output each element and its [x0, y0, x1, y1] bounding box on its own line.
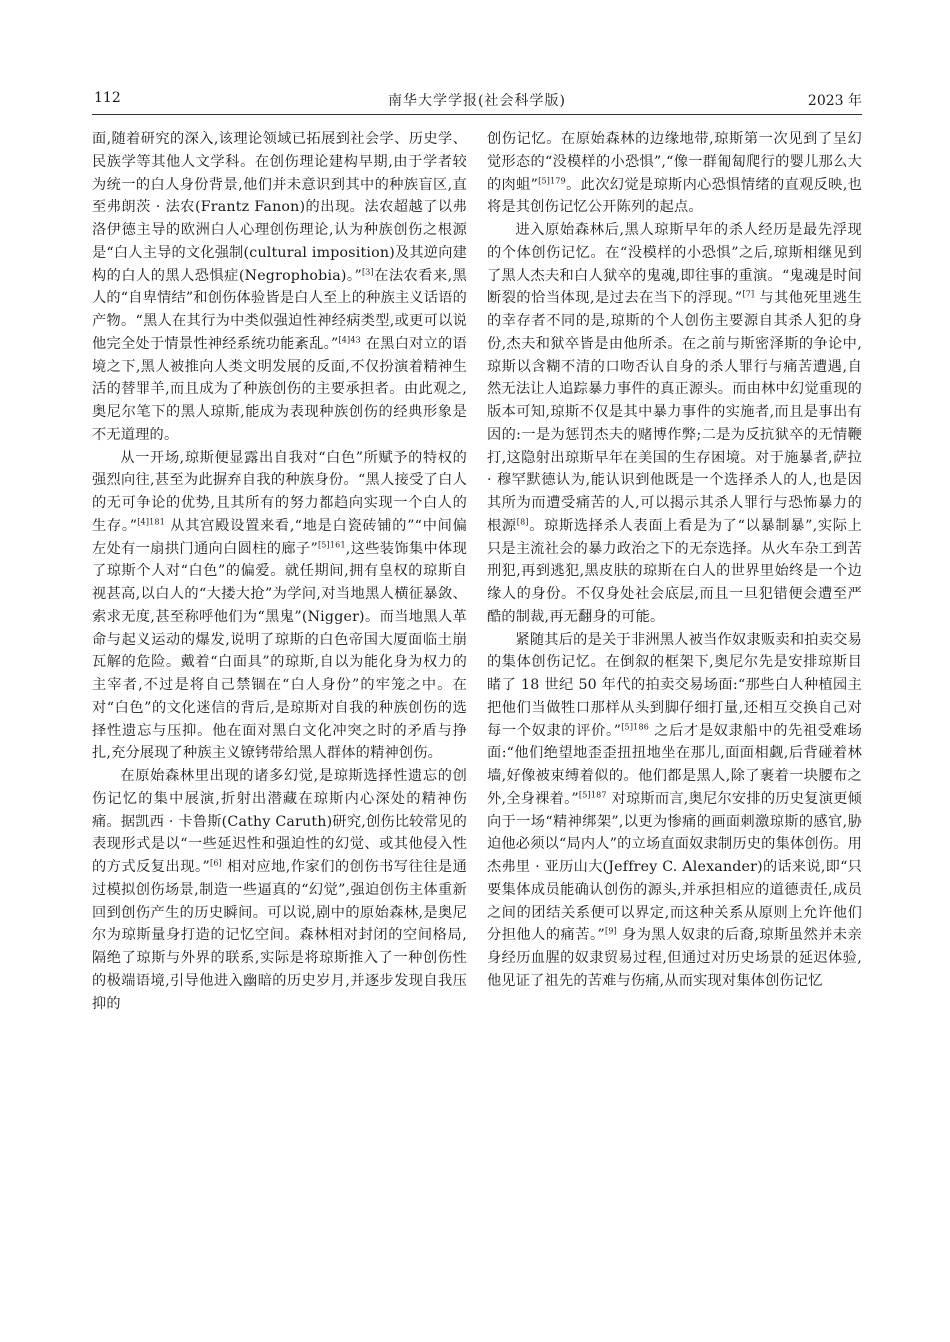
text-run: 进入原始森林后,黑人琼斯早年的杀人经历是最先浮现的个体创伤记忆。在“没模样的小恐惧”之后,琼斯相继见到了黑人杰夫和白人狱卒的鬼魂,即往事的重演。“鬼魂是时间断裂的恰当体现,是过去在当下的浮现。”	[487, 222, 862, 307]
right-column	[487, 128, 862, 1328]
citation-superscript: [5]179	[538, 175, 566, 185]
text-run: ,这些装饰集中体现了琼斯个人对“白色”的偏爱。就任期间,拥有皇权的琼斯自视甚高,以白人的“大搂大抢”为学问,对当地黑人横征暴敛、索求无度,甚至称呼他们为“黑鬼”(Nigger)。而当地黑人革命与起义运动的爆发,说明了琼斯的白色帝国大厦面临土崩瓦解的危险。戴着“白面具”的琼斯,自以为能化身为权力的主宰者,不过是将自己禁锢在“白人身份”的牢笼之中。在对“白色”的文化迷信的背后,是琼斯对自我的种族创伤的选择性遗忘与压抑。他在面对黑白文化冲突之时的矛盾与挣扎,充分展现了种族主义镣铐带给黑人群体的精神创伤。	[92, 540, 467, 762]
citation-superscript: [3]	[361, 266, 374, 276]
text-run: 。琼斯选择杀人表面上看是为了“以暴制暴”,实际上只是主流社会的暴力政治之下的无奈选择。从火车杂工到苦刑犯,再到逃犯,黑皮肤的琼斯在白人的世界里始终是一个边缘人的身份。不仅身处社会底层,而且一旦犯错便会遭至严酷的制裁,再无翻身的可能。	[487, 517, 862, 625]
paragraph	[92, 128, 467, 447]
text-run: 在原始森林里出现的诸多幻觉,是琼斯选择性遗忘的创伤记忆的集中展演,折射出潜藏在琼斯内心深处的精神伤痛。据凯西 · 卡鲁斯(Cathy Caruth)研究,创伤比较常见的表现形式是以“一些延迟性和强迫性的幻觉、或其他侵入性的方式反复出现。”	[92, 768, 467, 875]
paragraph	[487, 629, 862, 993]
text-run: 之后才是奴隶船中的先祖受难场面:“他们绝望地歪歪扭扭地坐在那儿,面面相觑,后背碰着林墙,好像被束缚着似的。他们都是黑人,除了裹着一块腰布之外,全身裸着。”	[487, 722, 863, 807]
text-run: 紧随其后的是关于非洲黑人被当作奴隶贩卖和拍卖交易的集体创伤记忆。在倒叙的框架下,奥尼尔先是安排琼斯目睹了 18 世纪 50 年代的拍卖交易场面:“那些白人种植园主把他们当做牲口那样从头到脚仔细打量,还相互交换自己对每一个奴隶的评价。”	[487, 631, 862, 739]
citation-superscript: [4]43	[338, 335, 361, 345]
citation-superscript: [9]	[605, 926, 617, 936]
text-run: 身为黑人奴隶的后裔,琼斯虽然并未亲身经历血腥的奴隶贸易过程,但通过对历史场景的延迟体验,他见证了祖先的苦难与伤痛,从而实现对集体创伤记忆	[487, 927, 862, 989]
text-run: 。此次幻觉是琼斯内心恐惧情绪的直观反映,也将是其创伤记忆公开陈列的起点。	[487, 176, 862, 216]
paragraph	[92, 447, 467, 766]
citation-superscript: [6]	[210, 858, 222, 868]
paragraph	[487, 128, 862, 219]
journal-title: 南华大学学报(社会科学版)	[388, 93, 566, 109]
citation-superscript: [5]186	[621, 721, 650, 731]
text-run: 创伤记忆。在原始森林的边缘地带,琼斯第一次见到了呈幻觉形态的“没模样的小恐惧”,“像一群匍匐爬行的婴儿那么大的肉蛆”	[487, 131, 862, 193]
text-run: 面,随着研究的深入,该理论领域已拓展到社会学、历史学、民族学等其他人文学科。在创伤理论建构早期,由于学者较为统一的白人身份背景,他们并未意识到其中的种族盲区,直至弗朗茨 · 法农(Frantz Fanon)的出现。法农超越了以弗洛伊德主导的欧洲白人心理创伤理论,认为种族创伤之根源是“白人主导的文化强制(cultural imposition)及其逆向建构的白人的黑人恐惧症(Negrophobia)。”	[92, 131, 467, 284]
running-header	[92, 88, 862, 115]
paragraph	[487, 219, 862, 629]
text-run: 在法农看来,黑人的“自卑情结”和创伤体验皆是白人至上的种族主义话语的产物。“黑人在其行为中类似强迫性神经病类型,或更可以说他完全处于情景性神经系统功能紊乱。”	[92, 267, 468, 352]
paragraph	[92, 765, 467, 1015]
text-run: 相对应地,作家们的创伤书写往往是通过模拟创伤场景,制造一些逼真的“幻觉”,强迫创伤主体重新回到创伤产生的历史瞬间。可以说,剧中的原始森林,是奥尼尔为琼斯量身打造的记忆空间。森林相对封闭的空间格局,隔绝了琼斯与外界的联系,实际是将琼斯推入了一种创伤性的极端语境,引导他进入幽暗的历史岁月,并逐步发现自我压抑的	[92, 859, 467, 1012]
article-body	[92, 128, 862, 1328]
page-number: 112	[94, 90, 121, 106]
text-run: 在黑白对立的语境之下,黑人被推向人类文明发展的反面,不仅扮演着精神生活的替罪羊,而且成为了种族创伤的主要承担者。由此观之,奥尼尔笔下的黑人琼斯,能成为表现种族创伤的经典形象是不无道理的。	[92, 335, 467, 443]
publication-year: 2023 年	[807, 93, 862, 109]
citation-superscript: [8]	[516, 517, 529, 527]
text-run: 对琼斯而言,奥尼尔安排的历史复演更倾向于一场“精神绑架”,以更为惨痛的画面刺激琼斯的感官,胁迫他必须以“局内人”的立场直面奴隶制历史的集体创伤。用杰弗里 · 亚历山大(Jeffrey C. Alexander)的话来说,即“只要集体成员能确认创伤的源头,并承担相应的道德责任,成员之间的团结关系便可以界定,而这种关系从原则上允许他们分担他人的痛苦。”	[487, 790, 862, 944]
text-run: 从其宫殿设置来看,“地是白瓷砖铺的”“中间偏左处有一扇拱门通向白圆柱的廊子”	[92, 517, 467, 557]
citation-superscript: [7]	[742, 289, 755, 299]
citation-superscript: [5]161	[317, 539, 346, 549]
citation-superscript: [4]181	[137, 517, 166, 527]
text-run: 与其他死里逃生的幸存者不同的是,琼斯的个人创伤主要源自其杀人犯的身份,杰夫和狱卒皆是由他所杀。在之前与斯密泽斯的争论中,琼斯以含糊不清的口吻否认自身的杀人罪行与痛苦遭遇,自然无法让人追踪暴力事件的真正源头。而由林中幻觉重现的版本可知,琼斯不仅是其中暴力事件的实施者,而且是事出有因的:一是为惩罚杰夫的赌博作弊;二是为反抗狱卒的无情鞭打,这隐射出琼斯早年在美国的生存困境。对于施暴者,萨拉 · 穆罕默德认为,能认识到他既是一个选择杀人的人,也是因其所为而遭受痛苦的人,可以揭示其杀人罪行与恐怖暴力的根源	[487, 290, 862, 534]
text-run: 从一开场,琼斯便显露出自我对“白色”所赋予的特权的强烈向往,甚至为此摒弃自我的种族身份。“黑人接受了白人的无可争论的优势,且其所有的努力都趋向实现一个白人的生存。”	[92, 449, 467, 534]
left-column	[92, 128, 467, 1328]
citation-superscript: [5]187	[578, 790, 607, 800]
